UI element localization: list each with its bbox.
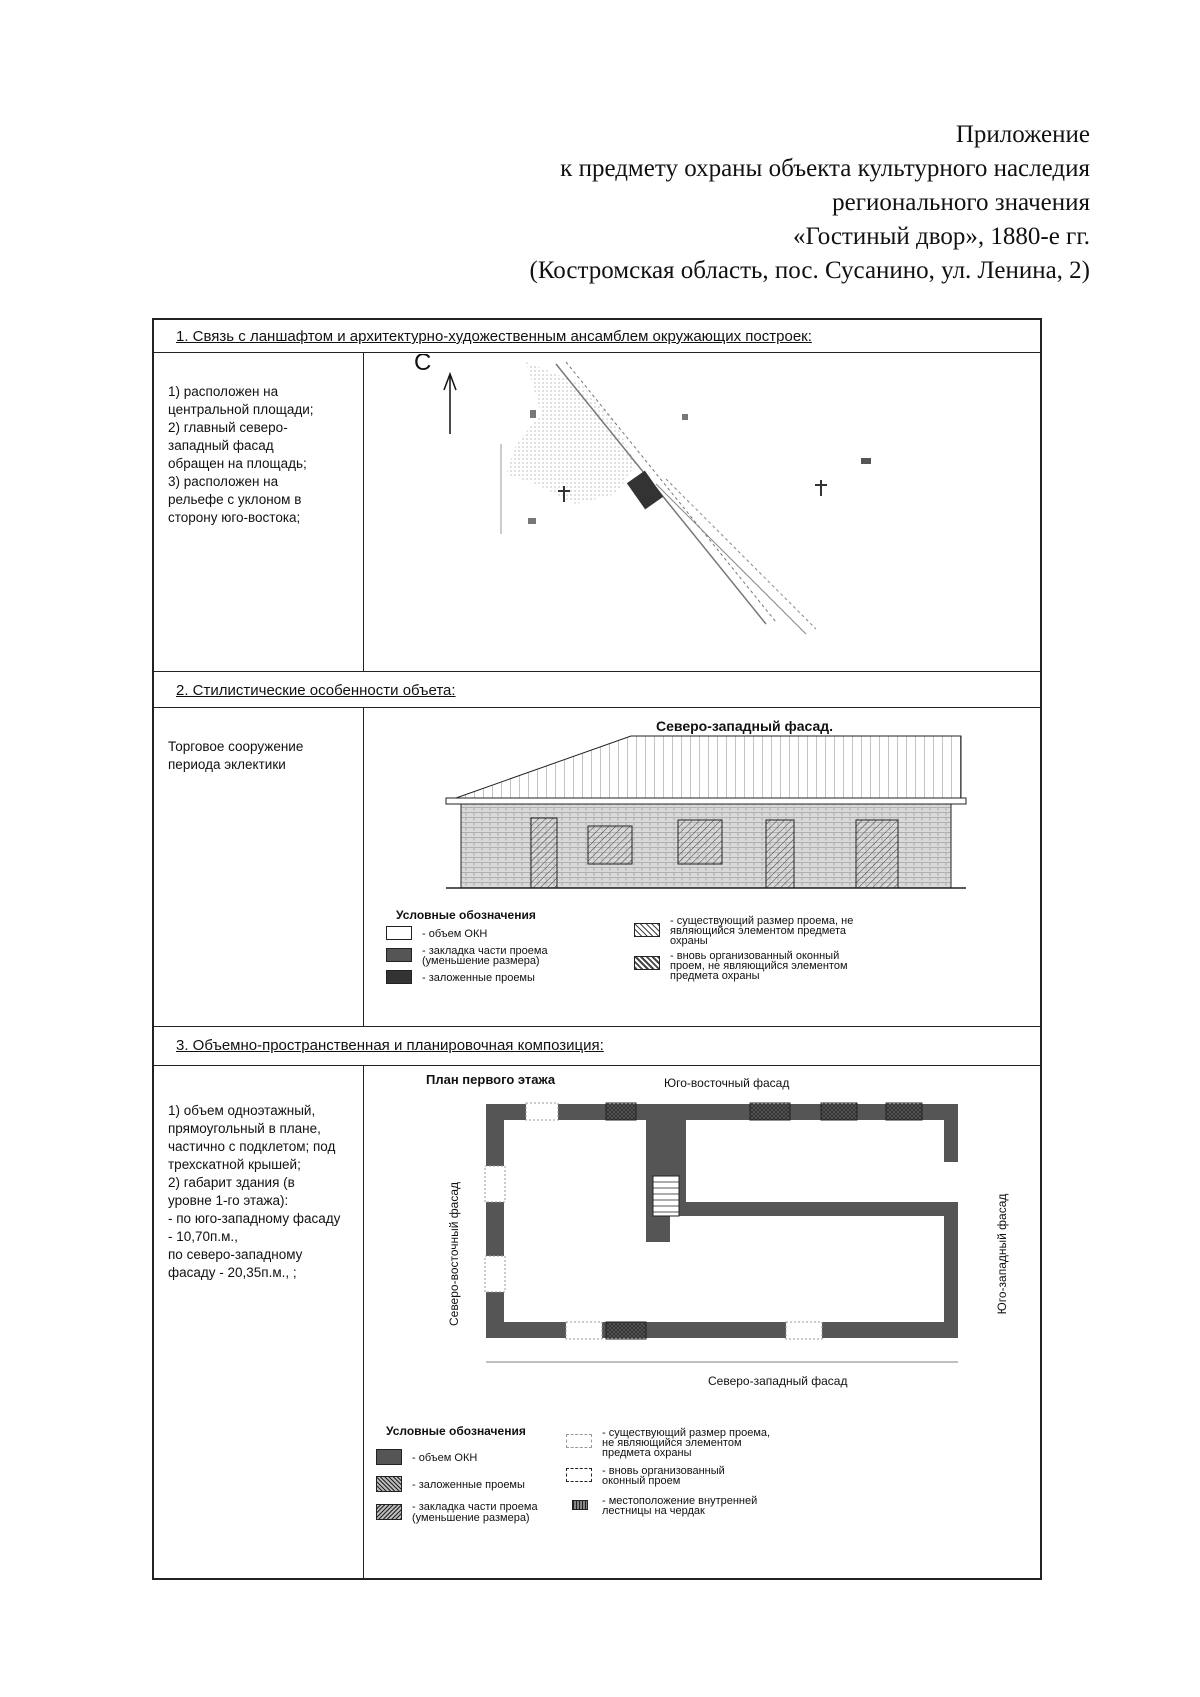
facade-legend-item: охраны: [670, 935, 708, 947]
section1-line: 2) главный северо-: [168, 420, 288, 435]
plan-filled-opening: [606, 1103, 636, 1120]
plan-legend-swatch-new: [566, 1468, 592, 1482]
plan-legend-title: Условные обозначения: [386, 1424, 526, 1438]
section1-line: западный фасад: [168, 438, 274, 453]
section1-line: центральной площади;: [168, 402, 314, 417]
plan-label-top: Юго-восточный фасад: [664, 1076, 790, 1090]
section2-title: 2. Стилистические особенности объета:: [176, 682, 456, 699]
map-building-icon: [861, 458, 871, 464]
plan-existing-opening: [526, 1103, 558, 1120]
plan-legend-item: (уменьшение размера): [412, 1512, 530, 1524]
section3-line: по северо-западному: [168, 1247, 303, 1262]
facade-legend-item: - существующий размер проема, не: [670, 915, 854, 927]
plan-legend-item: не являющийся элементом: [602, 1437, 742, 1449]
section1-line: рельефе с уклоном в: [168, 492, 302, 507]
legend-swatch-new: [634, 956, 660, 970]
legend-swatch-filled: [386, 970, 412, 984]
section3-line: прямоугольный в плане,: [168, 1121, 321, 1136]
plan-legend-swatch-volume: [376, 1449, 402, 1465]
plan-legend-swatch-partial: [376, 1504, 402, 1520]
plan-legend-swatch-existing: [566, 1434, 592, 1448]
facade-legend-item: - вновь организованный оконный: [670, 950, 840, 962]
plan-filled-opening: [606, 1322, 646, 1339]
staircase-icon: [653, 1176, 679, 1216]
facade-window: [588, 826, 632, 864]
plan-legend-item: - местоположение внутренней: [602, 1495, 758, 1507]
section3-line: - по юго-западному фасаду: [168, 1211, 341, 1226]
site-map: [366, 354, 1038, 666]
facade-door: [531, 818, 557, 888]
section3-line: 1) объем одноэтажный,: [168, 1103, 316, 1118]
section3-line: - 10,70п.м.,: [168, 1229, 238, 1244]
plan-legend-item: - закладка части проема: [412, 1501, 538, 1513]
plan-legend-item: - заложенные проемы: [412, 1479, 525, 1491]
plan-door-opening: [943, 1162, 959, 1202]
section1-line: обращен на площадь;: [168, 456, 307, 471]
plan-label-bottom: Северо-западный фасад: [708, 1374, 848, 1388]
plan-existing-opening: [485, 1166, 505, 1202]
plan-label-left: Северо-восточный фасад: [447, 1181, 461, 1327]
header-line-1: Приложение: [955, 121, 1090, 148]
plan-existing-opening: [786, 1322, 822, 1339]
protection-table: [152, 318, 1042, 1580]
plan-legend-item: лестницы на чердак: [602, 1505, 705, 1517]
plan-legend-item: - существующий размер проема,: [602, 1427, 771, 1439]
section3-line: уровне 1-го этажа):: [168, 1193, 289, 1208]
facade-title: Северо-западный фасад.: [656, 718, 834, 734]
plan-legend-swatch-filled: [376, 1476, 402, 1492]
document-header: [530, 118, 1090, 288]
header-line-2: к предмету охраны объекта культурного наследия: [560, 155, 1090, 182]
facade-door: [856, 820, 898, 888]
legend-swatch-partial-fill: [386, 948, 412, 962]
plan-legend-swatch-stair: [572, 1500, 588, 1510]
facade-door: [766, 820, 794, 888]
section1-title: 1. Связь с ланшафтом и архитектурно-художественным ансамблем окружающих построек:: [176, 328, 812, 345]
plan-filled-opening: [821, 1103, 857, 1120]
church-icon: [815, 480, 827, 496]
plan-existing-opening: [485, 1256, 505, 1292]
legend-swatch-volume: [386, 926, 412, 940]
section2-description: [154, 708, 364, 1026]
floor-plan-drawing: [366, 1066, 1038, 1396]
facade-panel: [366, 708, 1038, 1026]
section1-heading: [154, 320, 1040, 353]
section3-line: 2) габарит здания (в: [168, 1175, 295, 1190]
section1-line: 3) расположен на: [168, 474, 279, 489]
section3-description: [154, 1066, 364, 1578]
facade-legend-item: (уменьшение размера): [422, 955, 540, 967]
map-building-icon: [530, 410, 536, 418]
header-line-3: регионального значения: [832, 189, 1090, 216]
facade-legend-item: являющийся элементом предмета: [670, 925, 847, 937]
plan-existing-opening: [566, 1322, 602, 1339]
facade-legend-item: - заложенные проемы: [422, 972, 535, 984]
facade-legend-item: предмета охраны: [670, 970, 760, 982]
header-line-5: (Костромская область, пос. Сусанино, ул. Ленина, 2): [529, 257, 1090, 284]
plan-title: План первого этажа: [426, 1072, 556, 1087]
facade-legend-item: - объем ОКН: [422, 928, 488, 940]
plan-filled-opening: [886, 1103, 922, 1120]
object-building-marker: [627, 471, 663, 510]
plan-legend-item: предмета охраны: [602, 1447, 692, 1459]
section2-line: периода эклектики: [168, 757, 286, 772]
section3-line: фасаду - 20,35п.м., ;: [168, 1265, 297, 1280]
facade-legend-title: Условные обозначения: [396, 908, 536, 922]
plan-legend-item: - объем ОКН: [412, 1452, 478, 1464]
section2-line: Торговое сооружение: [168, 739, 304, 754]
legend-swatch-existing: [634, 923, 660, 937]
north-label: С: [414, 354, 432, 376]
section3-line: трехскатной крышей;: [168, 1157, 301, 1172]
plan-legend-item: - вновь организованный: [602, 1465, 725, 1477]
header-line-4: «Гостиный двор», 1880-е гг.: [792, 223, 1090, 250]
plan-label-right: Юго-западный фасад: [995, 1193, 1009, 1315]
section3-title: 3. Объемно-пространственная и планировочная композиция:: [176, 1037, 604, 1054]
section1-line: 1) расположен на: [168, 384, 279, 399]
facade-window: [678, 820, 722, 864]
facade-legend-item: - закладка части проема: [422, 945, 548, 957]
section1-line: сторону юго-востока;: [168, 510, 301, 525]
north-arrow-icon: [444, 374, 456, 434]
section1-description: [154, 353, 364, 671]
section2-heading: [154, 672, 1040, 708]
plan-panel: [366, 1066, 1038, 1578]
plan-legend-item: оконный проем: [602, 1475, 681, 1487]
plan-filled-opening: [750, 1103, 790, 1120]
facade-legend-item: проем, не являющийся элементом: [670, 960, 848, 972]
section3-heading: [154, 1027, 1040, 1066]
map-building-icon: [682, 414, 688, 420]
map-building-icon: [528, 518, 536, 524]
section3-line: частично с подклетом; под: [168, 1139, 336, 1154]
